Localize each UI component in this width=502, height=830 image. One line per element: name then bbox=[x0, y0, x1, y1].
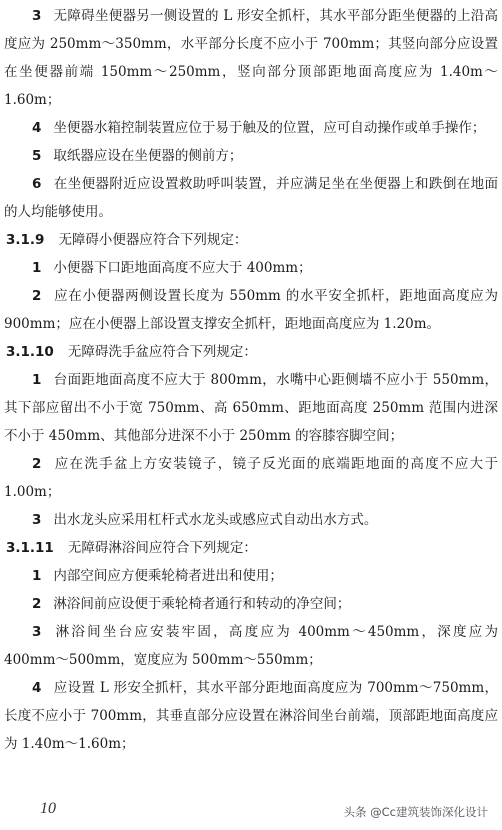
paragraph-text: 台面距地面高度不应大于 800mm，水嘴中心距侧墙不应小于 550mm，其下部应留出不小于宽 750mm、高 650mm、距地面高度 250mm 范围内进深不小于 450mm、其他部分进深不小于 250mm 的容膝容脚空间； bbox=[4, 372, 498, 444]
clause-number: 3.1.10 bbox=[6, 344, 54, 360]
paragraph-text: 小便器下口距地面高度不应大于 400mm； bbox=[53, 260, 312, 276]
item-number: 4 bbox=[32, 120, 42, 136]
paragraph-text: 无障碍淋浴间应符合下列规定： bbox=[67, 540, 257, 556]
item-number: 6 bbox=[32, 176, 42, 192]
item-paragraph bbox=[4, 282, 498, 338]
item-paragraph bbox=[4, 590, 498, 618]
item-number: 2 bbox=[32, 288, 42, 304]
item-paragraph bbox=[4, 114, 498, 142]
page-number: 10 bbox=[40, 800, 56, 817]
item-paragraph bbox=[4, 618, 498, 674]
clause-paragraph bbox=[4, 226, 498, 254]
item-paragraph bbox=[4, 506, 498, 534]
paragraph-text: 取纸器应设在坐便器的侧前方； bbox=[53, 148, 243, 164]
paragraph-text: 淋浴间坐台应安装牢固，高度应为 400mm～450mm，深度应为 400mm～500mm，宽度应为 500mm～550mm； bbox=[4, 624, 498, 668]
item-number: 5 bbox=[32, 148, 42, 164]
item-paragraph bbox=[4, 170, 498, 226]
item-number: 3 bbox=[32, 8, 42, 24]
paragraph-text: 应在小便器两侧设置长度为 550mm 的水平安全抓杆，距地面高度应为 900mm；应在小便器上部设置支撑安全抓杆，距地面高度应为 1.20m。 bbox=[4, 288, 498, 332]
clause-paragraph bbox=[4, 338, 498, 366]
item-number: 2 bbox=[32, 456, 42, 472]
item-paragraph bbox=[4, 674, 498, 758]
item-paragraph bbox=[4, 450, 498, 506]
clause-number: 3.1.11 bbox=[6, 540, 54, 556]
clause-paragraph bbox=[4, 534, 498, 562]
item-paragraph bbox=[4, 562, 498, 590]
paragraph-text: 坐便器水箱控制装置应位于易于触及的位置，应可自动操作或单手操作； bbox=[53, 120, 486, 136]
watermark: 头条 @Cc建筑装饰深化设计 bbox=[343, 805, 488, 819]
paragraph-text: 应设置 L 形安全抓杆，其水平部分距地面高度应为 700mm～750mm，长度不应小于 700mm，其垂直部分应设置在淋浴间坐台前端，顶部距地面高度应为 1.40m～1.60m； bbox=[4, 680, 498, 752]
item-paragraph bbox=[4, 2, 498, 114]
paragraph-text: 无障碍小便器应符合下列规定： bbox=[58, 232, 248, 248]
paragraph-text: 无障碍洗手盆应符合下列规定： bbox=[67, 344, 257, 360]
item-number: 1 bbox=[32, 260, 42, 276]
paragraph-text: 内部空间应方便乘轮椅者进出和使用； bbox=[53, 568, 283, 584]
paragraph-text: 无障碍坐便器另一侧设置的 L 形安全抓杆，其水平部分距坐便器的上沿高度应为 250mm～350mm，水平部分长度不应小于 700mm；其竖向部分应设置在坐便器前端 150mm～250mm，竖向部分顶部距地面高度应为 1.40m～1.60m； bbox=[4, 8, 498, 108]
item-number: 4 bbox=[32, 680, 42, 696]
item-number: 3 bbox=[32, 512, 42, 528]
paragraph-text: 淋浴间前应设便于乘轮椅者通行和转动的净空间； bbox=[53, 596, 351, 612]
clause-number: 3.1.9 bbox=[6, 232, 45, 248]
item-paragraph bbox=[4, 142, 498, 170]
item-number: 1 bbox=[32, 372, 42, 388]
body-text bbox=[4, 2, 498, 758]
paragraph-text: 出水龙头应采用杠杆式水龙头或感应式自动出水方式。 bbox=[53, 512, 378, 528]
item-paragraph bbox=[4, 254, 498, 282]
item-number: 3 bbox=[32, 624, 42, 640]
item-number: 1 bbox=[32, 568, 42, 584]
item-number: 2 bbox=[32, 596, 42, 612]
item-paragraph bbox=[4, 366, 498, 450]
paragraph-text: 应在洗手盆上方安装镜子，镜子反光面的底端距地面的高度不应大于 1.00m； bbox=[4, 456, 498, 500]
paragraph-text: 在坐便器附近应设置救助呼叫装置，并应满足坐在坐便器上和跌倒在地面的人均能够使用。 bbox=[4, 176, 498, 220]
